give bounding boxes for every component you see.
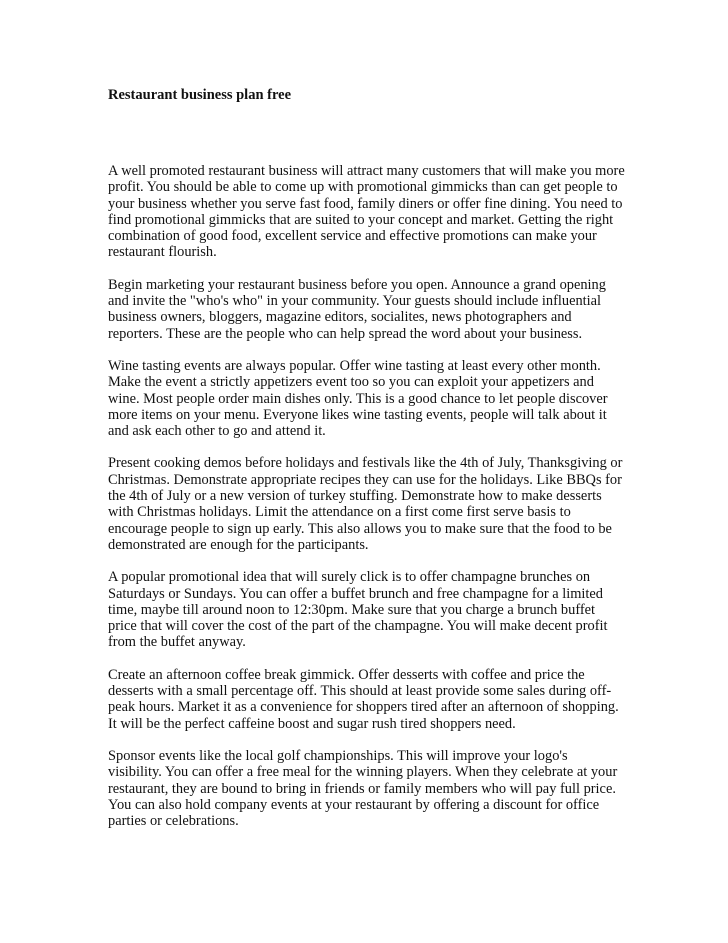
text-line: peak hours. Market it as a convenience for shoppers tired after an afternoon of shopping. [108,699,619,716]
text-line: restaurant, they are bound to bring in friends or family members who will pay full price. [108,780,616,797]
text-line: Begin marketing your restaurant business before you open. Announce a grand opening [108,276,606,293]
text-line: parties or celebrations. [108,813,239,830]
paragraph [108,569,628,650]
text-line: reporters. These are the people who can help spread the word about your business. [108,325,583,342]
text-line: time, maybe till around noon to 12:30pm. Make sure that you charge a brunch buffet [108,601,596,618]
text-line: You can also hold company events at your restaurant by offering a discount for office [108,796,600,813]
paragraph [108,277,628,342]
paragraph [108,358,628,439]
text-line: with Christmas holidays. Limit the attendance on a first come first serve basis to [108,504,571,521]
paragraph [108,748,628,829]
document-title: Restaurant business plan free [108,87,292,103]
text-line: Create an afternoon coffee break gimmick. Offer desserts with coffee and price the [108,666,585,683]
text-line: It will be the perfect caffeine boost and sugar rush tired shoppers need. [108,715,516,732]
text-line: profit. You should be able to come up with promotional gimmicks than can get people to [108,179,618,196]
text-line: Make the event a strictly appetizers event too so you can exploit your appetizers and [108,374,594,391]
text-line: more items on your menu. Everyone likes wine tasting events, people will talk about it [108,406,607,423]
paragraph [108,163,628,261]
text-line: A popular promotional idea that will surely click is to offer champagne brunches on [108,569,591,586]
text-line: A well promoted restaurant business will attract many customers that will make you more [108,163,625,179]
paragraph [108,455,628,553]
text-line: desserts with a small percentage off. This should at least provide some sales during off- [108,683,612,700]
document-body [108,163,628,845]
paragraph [108,667,628,732]
text-line: and ask each other to go and attend it. [108,423,326,440]
text-line: visibility. You can offer a free meal for the winning players. When they celebrate at your [108,764,618,781]
text-line: Present cooking demos before holidays and festivals like the 4th of July, Thanksgiving or [108,455,623,472]
text-line: restaurant flourish. [108,244,217,261]
text-line: Wine tasting events are always popular. Offer wine tasting at least every other month. [108,357,601,374]
text-line: the 4th of July or a new version of turkey stuffing. Demonstrate how to make desserts [108,488,602,505]
text-line: Sponsor events like the local golf championships. This will improve your logo's [108,747,568,764]
text-line: demonstrated are enough for the participants. [108,536,369,553]
text-line: your business whether you serve fast food, family diners or offer fine dining. You need to [108,195,623,212]
text-line: business owners, bloggers, magazine editors, socialites, news photographers and [108,309,572,326]
text-line: encourage people to sign up early. This also allows you to make sure that the food to be [108,520,612,537]
text-line: wine. Most people order main dishes only. This is a good chance to let people discover [108,390,608,407]
text-line: Christmas. Demonstrate appropriate recipes they can use for the holidays. Like BBQs for [108,471,622,488]
text-line: find promotional gimmicks that are suited to your concept and market. Getting the right [108,211,614,228]
text-line: from the buffet anyway. [108,634,246,651]
text-line: and invite the "who's who" in your community. Your guests should include influential [108,293,602,310]
text-line: Saturdays or Sundays. You can offer a buffet brunch and free champagne for a limited [108,585,603,602]
text-line: combination of good food, excellent service and effective promotions can make your [108,228,597,245]
text-line: price that will cover the cost of the part of the champagne. You will make decent profit [108,618,608,635]
